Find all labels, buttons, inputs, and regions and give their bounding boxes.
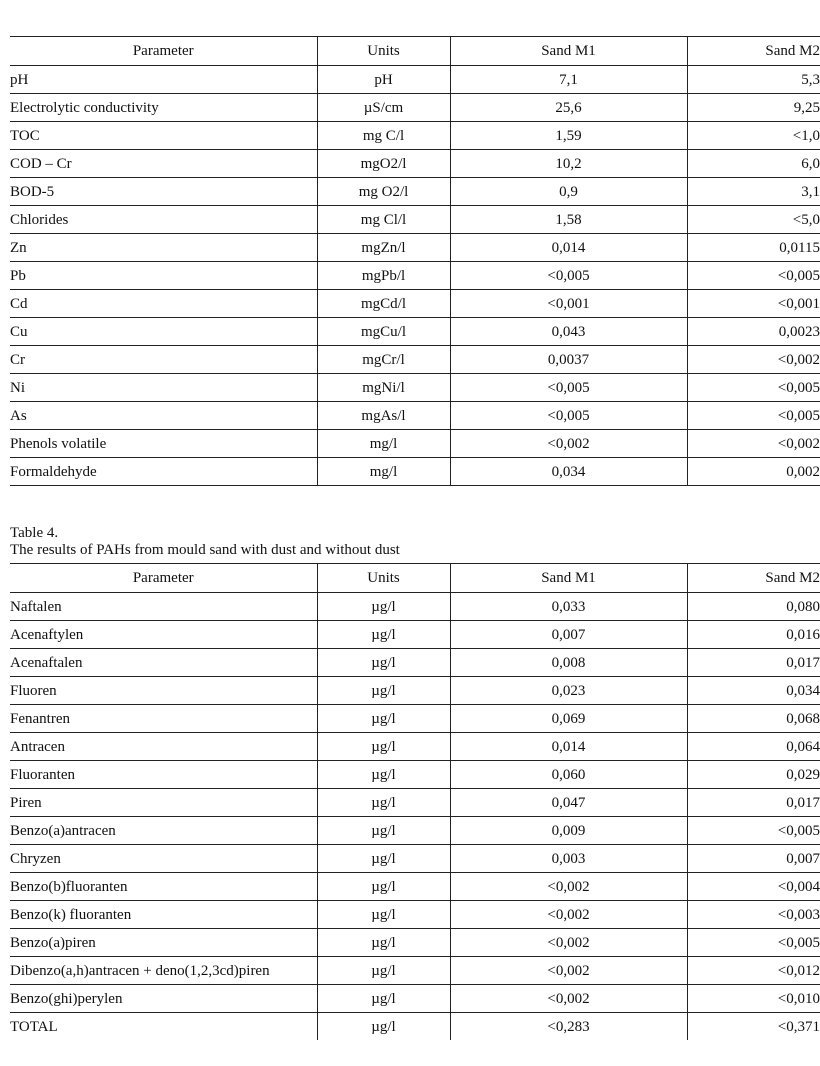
table-row bbox=[10, 234, 820, 262]
cell-sand-m2: <0,002 bbox=[687, 346, 820, 374]
header-units: Units bbox=[317, 564, 450, 593]
cell-units: µg/l bbox=[317, 985, 450, 1013]
cell-units: pH bbox=[317, 66, 450, 94]
cell-sand-m2: 0,002 bbox=[687, 458, 820, 486]
cell-sand-m1: 25,6 bbox=[450, 94, 687, 122]
cell-parameter: Benzo(b)fluoranten bbox=[10, 873, 317, 901]
cell-parameter: Chryzen bbox=[10, 845, 317, 873]
cell-sand-m2: 0,016 bbox=[687, 621, 820, 649]
cell-units: µg/l bbox=[317, 621, 450, 649]
cell-parameter: COD – Cr bbox=[10, 150, 317, 178]
cell-parameter: Zn bbox=[10, 234, 317, 262]
cell-units: mg/l bbox=[317, 458, 450, 486]
cell-sand-m1: 0,043 bbox=[450, 318, 687, 346]
table-row bbox=[10, 985, 820, 1013]
table-row bbox=[10, 817, 820, 845]
cell-sand-m1: 0,034 bbox=[450, 458, 687, 486]
cell-sand-m2: 0,0023 bbox=[687, 318, 820, 346]
table-row bbox=[10, 318, 820, 346]
cell-units: mgO2/l bbox=[317, 150, 450, 178]
table-row bbox=[10, 1013, 820, 1041]
cell-parameter: Electrolytic conductivity bbox=[10, 94, 317, 122]
cell-sand-m2: <0,002 bbox=[687, 430, 820, 458]
header-parameter: Parameter bbox=[10, 37, 317, 66]
cell-units: mg C/l bbox=[317, 122, 450, 150]
cell-units: mgCd/l bbox=[317, 290, 450, 318]
cell-sand-m1: 0,047 bbox=[450, 789, 687, 817]
cell-sand-m2: <0,005 bbox=[687, 402, 820, 430]
cell-units: µg/l bbox=[317, 789, 450, 817]
cell-parameter: Benzo(ghi)perylen bbox=[10, 985, 317, 1013]
cell-parameter: Naftalen bbox=[10, 593, 317, 621]
table-row bbox=[10, 901, 820, 929]
cell-units: µg/l bbox=[317, 873, 450, 901]
header-sand-m1: Sand M1 bbox=[450, 37, 687, 66]
table-row bbox=[10, 845, 820, 873]
cell-parameter: Dibenzo(a,h)antracen + deno(1,2,3cd)piren bbox=[10, 957, 317, 985]
pah-results-table bbox=[10, 563, 820, 1040]
table-row bbox=[10, 206, 820, 234]
cell-sand-m1: <0,005 bbox=[450, 402, 687, 430]
cell-sand-m1: 0,008 bbox=[450, 649, 687, 677]
table-row bbox=[10, 593, 820, 621]
cell-units: µg/l bbox=[317, 705, 450, 733]
table-row bbox=[10, 705, 820, 733]
table-row bbox=[10, 761, 820, 789]
cell-units: µg/l bbox=[317, 817, 450, 845]
cell-units: µg/l bbox=[317, 1013, 450, 1041]
cell-sand-m2: <0,004 bbox=[687, 873, 820, 901]
header-sand-m1: Sand M1 bbox=[450, 564, 687, 593]
table-row bbox=[10, 677, 820, 705]
table-header-row bbox=[10, 564, 820, 593]
cell-parameter: Benzo(k) fluoranten bbox=[10, 901, 317, 929]
cell-sand-m2: 0,080 bbox=[687, 593, 820, 621]
cell-units: µg/l bbox=[317, 677, 450, 705]
cell-parameter: Antracen bbox=[10, 733, 317, 761]
table-header-row bbox=[10, 37, 820, 66]
header-sand-m2: Sand M2 bbox=[687, 37, 820, 66]
cell-units: mgZn/l bbox=[317, 234, 450, 262]
cell-sand-m2: <0,005 bbox=[687, 262, 820, 290]
table-row bbox=[10, 430, 820, 458]
cell-parameter: Formaldehyde bbox=[10, 458, 317, 486]
table-row bbox=[10, 402, 820, 430]
table-row bbox=[10, 458, 820, 486]
cell-sand-m2: <0,371 bbox=[687, 1013, 820, 1041]
table-row bbox=[10, 733, 820, 761]
cell-sand-m2: 6,0 bbox=[687, 150, 820, 178]
cell-sand-m1: 0,0037 bbox=[450, 346, 687, 374]
cell-sand-m2: 0,034 bbox=[687, 677, 820, 705]
cell-sand-m1: 0,014 bbox=[450, 733, 687, 761]
cell-units: mgNi/l bbox=[317, 374, 450, 402]
cell-units: mgCu/l bbox=[317, 318, 450, 346]
header-units: Units bbox=[317, 37, 450, 66]
table-row bbox=[10, 122, 820, 150]
cell-sand-m2: <0,001 bbox=[687, 290, 820, 318]
cell-sand-m2: 3,1 bbox=[687, 178, 820, 206]
cell-sand-m2: <0,010 bbox=[687, 985, 820, 1013]
cell-units: µg/l bbox=[317, 761, 450, 789]
cell-sand-m1: <0,002 bbox=[450, 985, 687, 1013]
cell-parameter: BOD-5 bbox=[10, 178, 317, 206]
cell-sand-m1: 0,033 bbox=[450, 593, 687, 621]
page-bottom-margin bbox=[0, 1043, 820, 1066]
cell-parameter: Piren bbox=[10, 789, 317, 817]
cell-sand-m2: 0,068 bbox=[687, 705, 820, 733]
cell-sand-m1: <0,002 bbox=[450, 873, 687, 901]
cell-sand-m2: <0,005 bbox=[687, 374, 820, 402]
cell-units: mgAs/l bbox=[317, 402, 450, 430]
cell-units: µg/l bbox=[317, 733, 450, 761]
table-row bbox=[10, 374, 820, 402]
cell-sand-m2: 0,029 bbox=[687, 761, 820, 789]
cell-sand-m1: <0,005 bbox=[450, 262, 687, 290]
cell-units: µg/l bbox=[317, 957, 450, 985]
cell-units: mgPb/l bbox=[317, 262, 450, 290]
cell-sand-m2: 0,017 bbox=[687, 789, 820, 817]
cell-parameter: As bbox=[10, 402, 317, 430]
table-row bbox=[10, 621, 820, 649]
cell-sand-m1: 0,023 bbox=[450, 677, 687, 705]
table-4-caption: The results of PAHs from mould sand with dust and without dust bbox=[10, 542, 400, 558]
cell-parameter: Pb bbox=[10, 262, 317, 290]
cell-parameter: TOTAL bbox=[10, 1018, 58, 1035]
table-row bbox=[10, 957, 820, 985]
cell-parameter: Benzo(a)antracen bbox=[10, 817, 317, 845]
table-row bbox=[10, 789, 820, 817]
cell-sand-m2: <0,005 bbox=[687, 817, 820, 845]
table-row bbox=[10, 178, 820, 206]
cell-parameter: Chlorides bbox=[10, 206, 317, 234]
cell-sand-m1: 1,58 bbox=[450, 206, 687, 234]
cell-parameter: Phenols volatile bbox=[10, 430, 317, 458]
table-row bbox=[10, 66, 820, 94]
cell-units: µg/l bbox=[317, 593, 450, 621]
cell-sand-m2: 0,017 bbox=[687, 649, 820, 677]
cell-sand-m2: 0,0115 bbox=[687, 234, 820, 262]
cell-parameter: Cd bbox=[10, 290, 317, 318]
cell-units: µg/l bbox=[317, 845, 450, 873]
cell-sand-m1: <0,002 bbox=[450, 957, 687, 985]
cell-sand-m1: 0,014 bbox=[450, 234, 687, 262]
cell-sand-m1: <0,002 bbox=[450, 430, 687, 458]
cell-sand-m1: <0,001 bbox=[450, 290, 687, 318]
cell-sand-m1: 0,069 bbox=[450, 705, 687, 733]
cell-sand-m2: <0,003 bbox=[687, 901, 820, 929]
water-extract-results-table bbox=[10, 36, 820, 486]
table-4-label: Table 4. bbox=[10, 525, 59, 541]
cell-parameter: Fluoren bbox=[10, 677, 317, 705]
table-row bbox=[10, 873, 820, 901]
cell-parameter: Benzo(a)piren bbox=[10, 929, 317, 957]
cell-sand-m1: 0,009 bbox=[450, 817, 687, 845]
table-row bbox=[10, 150, 820, 178]
header-sand-m2: Sand M2 bbox=[687, 564, 820, 593]
cell-sand-m2: <1,0 bbox=[687, 122, 820, 150]
cell-sand-m2: 5,3 bbox=[687, 66, 820, 94]
cell-units: µS/cm bbox=[317, 94, 450, 122]
cell-parameter: TOC bbox=[10, 122, 317, 150]
cell-sand-m1: <0,005 bbox=[450, 374, 687, 402]
cell-parameter: Acenaftalen bbox=[10, 649, 317, 677]
cell-sand-m1: <0,002 bbox=[450, 929, 687, 957]
table-row bbox=[10, 290, 820, 318]
cell-units: µg/l bbox=[317, 649, 450, 677]
header-parameter: Parameter bbox=[10, 564, 317, 593]
cell-parameter: Acenaftylen bbox=[10, 621, 317, 649]
cell-parameter: Cu bbox=[10, 318, 317, 346]
cell-sand-m1: 1,59 bbox=[450, 122, 687, 150]
cell-parameter: Ni bbox=[10, 374, 317, 402]
cell-units: mg Cl/l bbox=[317, 206, 450, 234]
cell-sand-m2: 0,007 bbox=[687, 845, 820, 873]
cell-parameter: pH bbox=[10, 66, 317, 94]
cell-sand-m1: 7,1 bbox=[450, 66, 687, 94]
cell-sand-m2: <0,012 bbox=[687, 957, 820, 985]
table-row bbox=[10, 929, 820, 957]
cell-sand-m1: 0,9 bbox=[450, 178, 687, 206]
cell-units: mg/l bbox=[317, 430, 450, 458]
table-row bbox=[10, 262, 820, 290]
cell-sand-m1: 0,007 bbox=[450, 621, 687, 649]
cell-sand-m1: <0,283 bbox=[450, 1013, 687, 1041]
cell-units: µg/l bbox=[317, 929, 450, 957]
cell-units: mgCr/l bbox=[317, 346, 450, 374]
cell-sand-m1: 0,060 bbox=[450, 761, 687, 789]
cell-parameter: Fenantren bbox=[10, 705, 317, 733]
cell-sand-m2: 9,25 bbox=[687, 94, 820, 122]
cell-parameter: Cr bbox=[10, 346, 317, 374]
cell-sand-m1: 10,2 bbox=[450, 150, 687, 178]
cell-units: mg O2/l bbox=[317, 178, 450, 206]
table-row bbox=[10, 94, 820, 122]
cell-sand-m1: 0,003 bbox=[450, 845, 687, 873]
table-row bbox=[10, 346, 820, 374]
cell-sand-m1: <0,002 bbox=[450, 901, 687, 929]
cell-units: µg/l bbox=[317, 901, 450, 929]
cell-sand-m2: 0,064 bbox=[687, 733, 820, 761]
table-row bbox=[10, 649, 820, 677]
cell-sand-m2: <0,005 bbox=[687, 929, 820, 957]
cell-sand-m2: <5,0 bbox=[687, 206, 820, 234]
cell-parameter: Fluoranten bbox=[10, 761, 317, 789]
